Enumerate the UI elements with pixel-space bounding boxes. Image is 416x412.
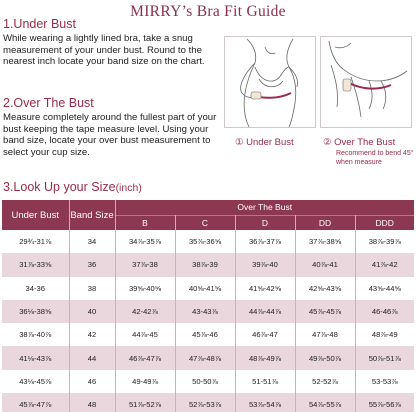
cup-cell: 36⅞-37⅞: [235, 230, 295, 253]
band-size-cell: 42: [69, 323, 115, 346]
cup-cell: 48⅞-49: [355, 323, 414, 346]
under-bust-caption: ① Under Bust: [235, 137, 294, 148]
cup-cell: 52-52⅞: [295, 370, 355, 393]
size-heading-text: 3.Look Up your Size: [3, 180, 116, 194]
band-size-cell: 44: [69, 346, 115, 369]
cup-cell: 37⅞-38: [115, 253, 175, 276]
cup-cell: 38⅞-39: [175, 253, 235, 276]
cup-cell: 40⅝-41⅝: [175, 277, 235, 300]
cup-cell: 54⅞-55⅞: [295, 393, 355, 412]
header-under-bust: Under Bust: [2, 200, 69, 230]
over-bust-note: Recommend to bend 45° when measure: [336, 150, 414, 166]
page-title: MIRRY’s Bra Fit Guide: [130, 3, 286, 20]
table-row: [2, 393, 414, 412]
cup-cell: 35⅞-36⅝: [175, 230, 235, 253]
cup-cell: 48⅞-49⅞: [235, 346, 295, 369]
table-row: [2, 253, 414, 276]
cup-cell: 40⅞-41: [295, 253, 355, 276]
cup-cell: 34⅞-35⅞: [115, 230, 175, 253]
band-size-cell: 34: [69, 230, 115, 253]
header-band-size: Band Size: [69, 200, 115, 230]
cup-cell: 39⅝-40⅝: [115, 277, 175, 300]
cup-cell: 53⅞-54⅞: [235, 393, 295, 412]
under-bust-cell: 31⅞-33⅝: [2, 253, 69, 276]
cup-cell: 47⅞-48⅞: [175, 346, 235, 369]
band-size-cell: 46: [69, 370, 115, 393]
woman-measuring-icon: [225, 37, 315, 127]
cup-cell: 50-50⅞: [175, 370, 235, 393]
step-2-text: Measure completely around the fullest part of your bust keeping the tape measure level. Using your band size, locate your over bust measurement to select your cup size.: [3, 112, 217, 158]
under-bust-cell: 36⅛-38⅝: [2, 300, 69, 323]
step-1-text: While wearing a lightly lined bra, take a snug measurement of your under bust. Round to the nearest inch locate your band size on the chart.: [3, 33, 205, 68]
cup-cell: 38⅞-39⅞: [355, 230, 414, 253]
step-2-heading: 2.Over The Bust: [3, 96, 94, 110]
cup-cell: 42-42⅞: [115, 300, 175, 323]
under-bust-cell: 34-36: [2, 277, 69, 300]
header-cup: C: [175, 215, 235, 230]
header-cup: D: [235, 215, 295, 230]
cup-cell: 51-51⅞: [235, 370, 295, 393]
header-cup: DDD: [355, 215, 414, 230]
cup-cell: 55⅞-56⅞: [355, 393, 414, 412]
table-row: [2, 300, 414, 323]
cup-cell: 41⅝-42⅝: [235, 277, 295, 300]
cup-cell: 52⅞-53⅞: [175, 393, 235, 412]
step-1-heading: 1.Under Bust: [3, 17, 76, 31]
band-size-cell: 48: [69, 393, 115, 412]
table-row: [2, 346, 414, 369]
under-bust-illustration: [224, 36, 316, 128]
cup-cell: 46⅞-47⅞: [115, 346, 175, 369]
under-bust-cell: 41⅛-43⅞: [2, 346, 69, 369]
cup-cell: 42⅝-43⅝: [295, 277, 355, 300]
cup-cell: 45⅞-46: [175, 323, 235, 346]
cup-cell: 44⅞-45: [115, 323, 175, 346]
cup-cell: 37⅞-38⅝: [295, 230, 355, 253]
cup-cell: 46-46⅞: [355, 300, 414, 323]
cup-cell: 47⅞-48: [295, 323, 355, 346]
over-bust-illustration: [320, 36, 412, 128]
cup-cell: 39⅞-40: [235, 253, 295, 276]
under-bust-cell: 45⅞-47⅞: [2, 393, 69, 412]
cup-cell: 45⅞-45⅞: [295, 300, 355, 323]
size-heading-unit: (inch): [115, 182, 142, 194]
table-row: [2, 230, 414, 253]
woman-bending-icon: [321, 37, 411, 127]
cup-cell: 49-49⅞: [115, 370, 175, 393]
band-size-cell: 38: [69, 277, 115, 300]
cup-cell: 44⅞-44⅞: [235, 300, 295, 323]
cup-cell: 49⅞-50⅞: [295, 346, 355, 369]
band-size-cell: 40: [69, 300, 115, 323]
cup-cell: 41⅞-42: [355, 253, 414, 276]
header-cup: DD: [295, 215, 355, 230]
size-section-heading: [3, 180, 142, 194]
table-row: [2, 277, 414, 300]
table-row: [2, 370, 414, 393]
under-bust-cell: 29¾-31⅞: [2, 230, 69, 253]
size-chart: [2, 200, 414, 412]
under-bust-cell: 38⅞-40⅞: [2, 323, 69, 346]
cup-cell: 43-43⅞: [175, 300, 235, 323]
table-row: [2, 323, 414, 346]
cup-cell: 53-53⅞: [355, 370, 414, 393]
cup-cell: 46⅞-47: [235, 323, 295, 346]
header-cup: B: [115, 215, 175, 230]
cup-cell: 43⅝-44⅝: [355, 277, 414, 300]
over-bust-caption: ② Over The Bust: [323, 137, 396, 148]
cup-cell: 51⅞-52⅞: [115, 393, 175, 412]
band-size-cell: 36: [69, 253, 115, 276]
cup-cell: 50⅞-51⅞: [355, 346, 414, 369]
under-bust-cell: 43⅛-45⅞: [2, 370, 69, 393]
header-over-bust: Over The Bust: [115, 200, 414, 215]
